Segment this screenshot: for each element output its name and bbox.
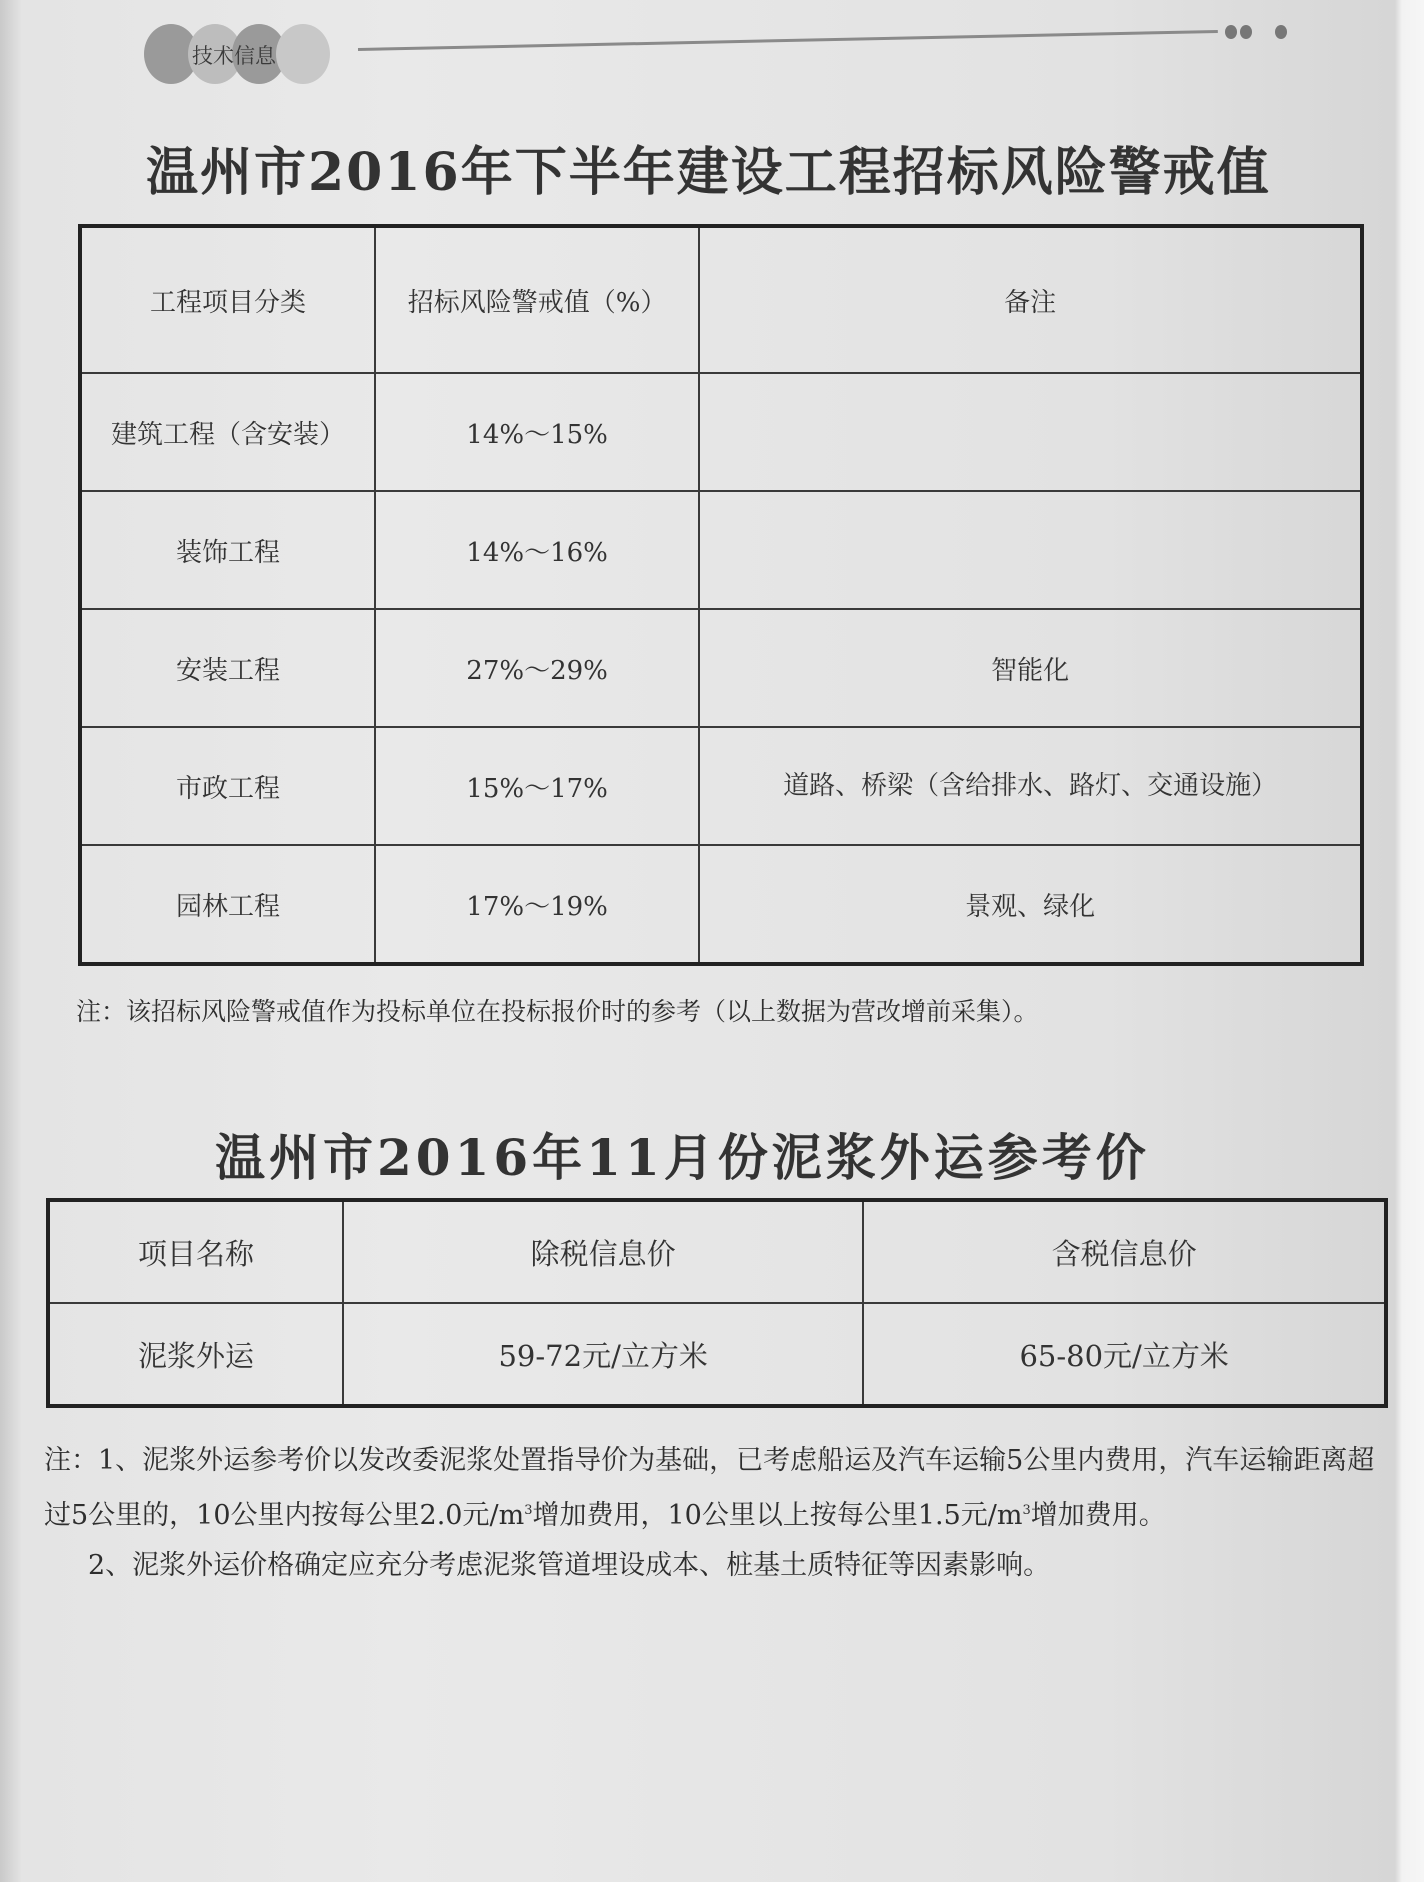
category-cell: 市政工程 xyxy=(80,727,375,845)
table-header-row xyxy=(80,226,1362,373)
table1-title: 温州市2016年下半年建设工程招标风险警戒值 xyxy=(146,142,1271,203)
category-cell: 园林工程 xyxy=(80,845,375,964)
price-incl-tax-cell: 65-80元/立方米 xyxy=(863,1303,1386,1406)
remark-cell xyxy=(699,491,1362,609)
table2-title: 温州市2016年11月份泥浆外运参考价 xyxy=(215,1128,1150,1187)
table-row xyxy=(80,727,1362,845)
header-cell: 项目名称 xyxy=(48,1200,343,1303)
note-1-text: 注：1、泥浆外运参考价以发改委泥浆处置指导价为基础，已考虑船运及汽车运输5公里内费用，汽车运输距离超过5公里的，10公里内按每公里2.0元/m xyxy=(44,1445,1375,1531)
remark-cell: 智能化 xyxy=(699,609,1362,727)
decorative-dots-icon xyxy=(1225,24,1290,43)
header-cell: 招标风险警戒值（%） xyxy=(375,226,699,373)
value-cell: 17%～19% xyxy=(375,845,699,964)
table-row xyxy=(80,845,1362,964)
note-2: 2、泥浆外运价格确定应充分考虑泥浆管道埋设成本、桩基土质特征等因素影响。 xyxy=(88,1550,1051,1581)
value-cell: 15%～17% xyxy=(375,727,699,845)
header-cell: 除税信息价 xyxy=(343,1200,863,1303)
category-cell: 建筑工程（含安装） xyxy=(80,373,375,491)
table-header-row xyxy=(48,1200,1386,1303)
note-1-text: 增加费用。 xyxy=(1030,1500,1166,1531)
header-cell: 备注 xyxy=(699,226,1362,373)
mud-transport-price-table xyxy=(46,1198,1388,1408)
remark-cell: 景观、绿化 xyxy=(699,845,1362,964)
table-row xyxy=(80,373,1362,491)
superscript: 3 xyxy=(1022,1503,1031,1518)
category-cell: 装饰工程 xyxy=(80,491,375,609)
table-row xyxy=(80,609,1362,727)
risk-warning-table xyxy=(78,224,1364,966)
header-divider xyxy=(358,30,1218,51)
note-1 xyxy=(44,1436,1394,1541)
table1-note: 注：该招标风险警戒值作为投标单位在投标报价时的参考（以上数据为营改增前采集）。 xyxy=(76,997,1039,1026)
value-cell: 14%～16% xyxy=(375,491,699,609)
remark-cell: 道路、桥梁（含给排水、路灯、交通设施） xyxy=(699,727,1362,845)
value-cell: 27%～29% xyxy=(375,609,699,727)
category-cell: 安装工程 xyxy=(80,609,375,727)
table-row xyxy=(80,491,1362,609)
table2-notes xyxy=(44,1436,1394,1591)
header-cell: 含税信息价 xyxy=(863,1200,1386,1303)
header-cell: 工程项目分类 xyxy=(80,226,375,373)
table-row xyxy=(48,1303,1386,1406)
page-header xyxy=(140,24,1410,84)
item-cell: 泥浆外运 xyxy=(48,1303,343,1406)
section-label: 技术信息 xyxy=(192,44,276,68)
remark-cell xyxy=(699,373,1362,491)
superscript: 3 xyxy=(524,1503,533,1518)
value-cell: 14%～15% xyxy=(375,373,699,491)
note-1-text: 增加费用，10公里以上按每公里1.5元/m xyxy=(532,1500,1023,1531)
price-excl-tax-cell: 59-72元/立方米 xyxy=(343,1303,863,1406)
section-badge xyxy=(144,24,344,84)
